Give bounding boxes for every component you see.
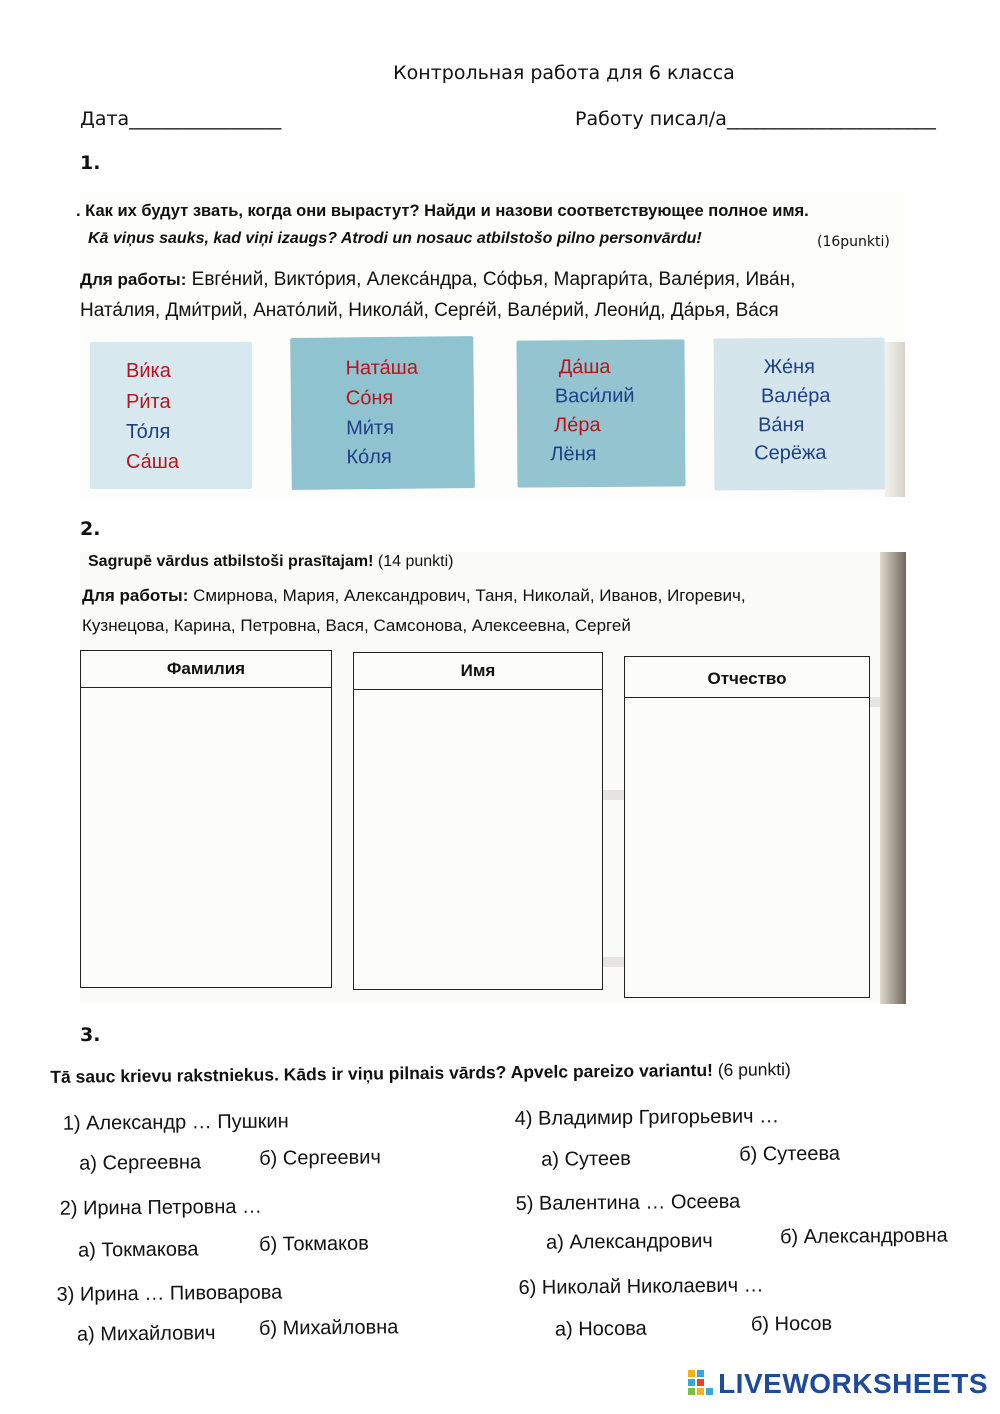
section-2-points: (14 punkti) [377,553,454,570]
column-first-name[interactable] [353,652,603,990]
section-3-scan [40,1040,993,1350]
question-4-option-a[interactable]: а) Сутеев [541,1147,631,1171]
card-3-name-1: Да́ша [558,355,611,379]
column-patronymic[interactable] [624,656,870,998]
question-6: 6) Николай Николаевич … [518,1274,764,1300]
section-1-instruction-ru: . Как их будут звать, когда они вырастут? Найди и назови соответствующее полное имя. [76,202,809,220]
card-4-name-4: Серёжа [754,441,827,465]
date-field[interactable]: Дата________________ [80,108,282,130]
wordlist-line-1: Евге́ний, Викто́рия, Алекса́ндра, Со́фья, Маргари́та, Вале́рия, Ива́н, [191,269,796,290]
section-3-instruction [50,1059,791,1088]
column-surname-header: Фамилия [81,651,331,688]
nickname-card-2 [290,336,475,490]
section-2-wordlist-line-2: Кузнецова, Карина, Петровна, Вася, Самсонова, Алексеевна, Сергей [82,616,631,635]
column-first-name-header: Имя [354,653,602,690]
section-1-scan [76,192,905,497]
question-1: 1) Александр … Пушкин [62,1110,289,1135]
nickname-card-1 [90,342,252,489]
question-6-option-a[interactable]: а) Носова [554,1317,647,1341]
nickname-card-4 [714,338,886,491]
section-2-instruction [88,553,453,571]
card-1-name-4: Са́ша [126,451,179,473]
card-4-name-2: Вале́ра [760,384,831,408]
wordlist-label: Для работы: [80,270,187,289]
question-3-option-b[interactable]: б) Михайловна [258,1316,399,1340]
section-2-wordlist-label: Для работы: [82,586,189,605]
section-1-wordlist [80,264,795,326]
section-3-instruction-text: Tā sauc krievu rakstniekus. Kāds ir viņu pilnais vārds? Apvelc pareizo variantu! [50,1059,714,1087]
section-1-points: (16punkti) [817,234,890,250]
wordlist-line-2: Ната́лия, Дми́трий, Анато́лий, Никола́й, Серге́й, Вале́рий, Леони́д, Да́рья, Ва́ся [80,300,779,321]
question-5: 5) Валентина … Осеева [515,1190,741,1216]
question-5-option-b[interactable]: б) Александровна [779,1224,948,1249]
section-3-number: 3. [80,1024,101,1046]
page-edge-shadow [885,342,905,497]
section-2-scan [80,552,906,1004]
question-2: 2) Ирина Петровна … [59,1195,263,1220]
question-4-option-b[interactable]: б) Сутеева [739,1142,841,1166]
question-2-option-a[interactable]: а) Токмакова [77,1238,199,1262]
section-1-number: 1. [80,152,101,174]
card-2-name-4: Ко́ля [346,445,392,469]
card-1-name-2: Ри́та [126,391,171,413]
section-2-wordlist-line-1 [82,586,746,606]
card-3-name-3: Ле́ра [554,414,601,437]
card-2-name-1: Ната́ша [345,356,419,380]
liveworksheets-logo[interactable] [688,1368,988,1400]
question-5-option-a[interactable]: а) Александрович [545,1229,713,1254]
nickname-card-3 [516,339,685,487]
question-6-option-b[interactable]: б) Носов [750,1312,833,1336]
section-2-wordlist-text-1: Смирнова, Мария, Александрович, Таня, Николай, Иванов, Игоревич, [193,586,746,605]
section-1-instruction-lv: Kā viņus sauks, kad viņi izaugs? Atrodi un nosauc atbilstošo pilno personvārdu! [88,230,702,247]
question-3-option-a[interactable]: а) Михайлович [76,1322,216,1346]
author-field[interactable]: Работу писал/а______________________ [575,108,936,130]
column-patronymic-header: Отчество [625,661,869,698]
card-1-name-1: Ви́ка [126,360,171,382]
page-title: Контрольная работа для 6 класса [393,62,735,84]
card-4-name-1: Же́ня [763,355,816,379]
section-2-instruction-text: Sagrupē vārdus atbilstoši prasītajam! [88,553,374,570]
card-4-name-3: Ва́ня [758,413,805,437]
card-1-name-3: То́ля [126,421,171,443]
card-3-name-4: Лёня [550,443,597,466]
question-3: 3) Ирина … Пивоварова [56,1281,283,1306]
column-surname[interactable] [80,650,332,988]
liveworksheets-logo-icon [688,1370,714,1396]
question-1-option-a[interactable]: а) Сергеевна [79,1151,202,1175]
liveworksheets-logo-text: LIVEWORKSHEETS [718,1368,988,1399]
card-2-name-2: Со́ня [345,386,394,410]
question-2-option-b[interactable]: б) Токмаков [258,1232,369,1256]
book-spine-shadow [880,552,906,1004]
section-2-number: 2. [80,518,101,540]
card-2-name-3: Ми́тя [346,416,395,440]
question-4: 4) Владимир Григорьевич … [514,1105,780,1131]
section-3-points: (6 punkti) [717,1059,791,1080]
question-1-option-b[interactable]: б) Сергеевич [259,1146,381,1170]
card-3-name-2: Васи́лий [554,384,635,408]
